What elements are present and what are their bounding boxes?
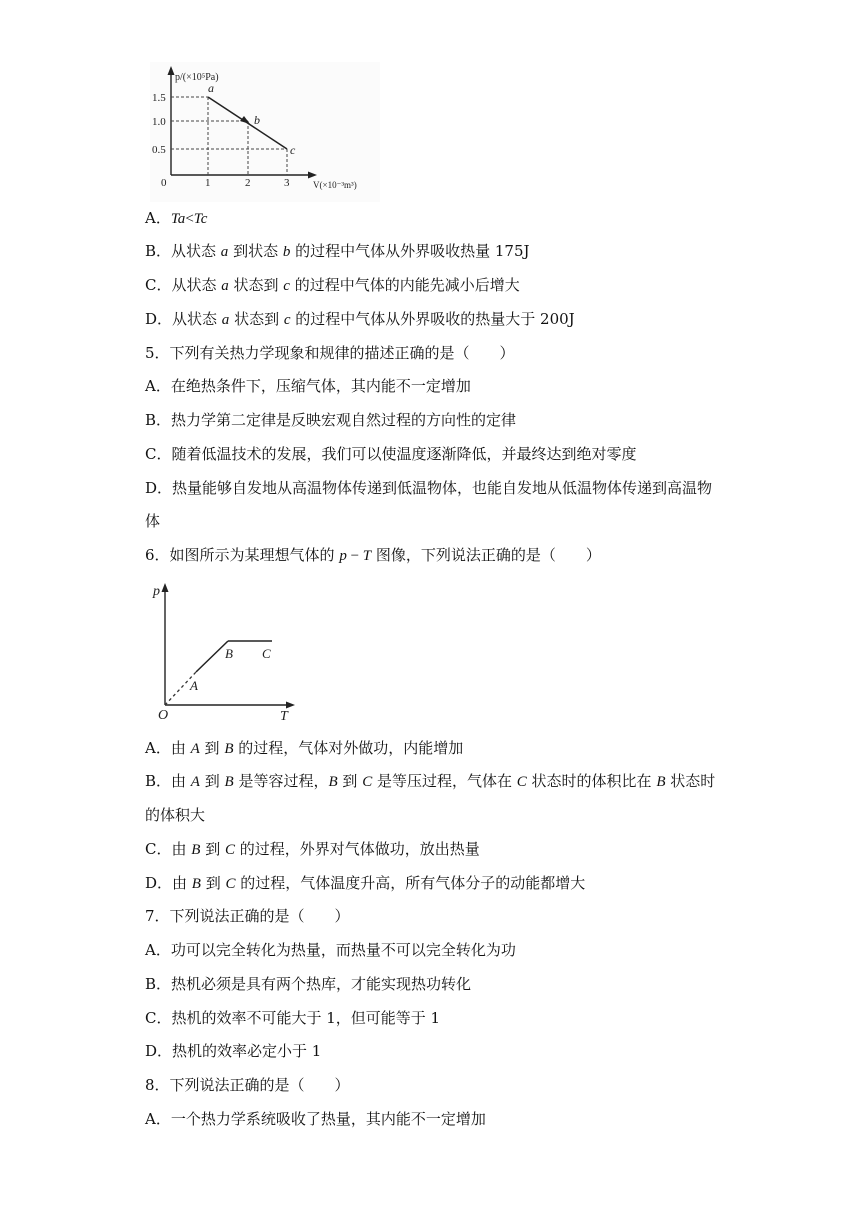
pv-x-tick: 3 xyxy=(284,177,290,189)
q8-option-a: A．一个热力学系统吸收了热量，其内能不一定增加 xyxy=(145,1110,486,1128)
q5-option-a: A．在绝热条件下，压缩气体，其内能不一定增加 xyxy=(145,377,471,395)
q7-option-c: C．热机的效率不可能大于 1，但可能等于 1 xyxy=(145,1009,441,1027)
pt-point-label: C xyxy=(262,646,271,661)
pv-y-tick: 1.5 xyxy=(152,92,166,104)
pv-y-tick: 1.0 xyxy=(152,116,166,128)
q7-option-b: B．热机必须是具有两个热库，才能实现热功转化 xyxy=(145,975,472,993)
pv-x-label: V(×10⁻³m³) xyxy=(313,180,357,190)
pv-point-label: c xyxy=(290,143,296,157)
q4-option-a: A．Ta<Tc xyxy=(145,209,208,227)
q8-stem: 8．下列说法正确的是（ ） xyxy=(145,1076,350,1094)
pv-y-label: p/(×10⁵Pa) xyxy=(175,72,219,83)
q6-option-c: C．由 B 到 C 的过程，外界对气体做功，放出热量 xyxy=(145,840,480,858)
q6-option-b: B．由 A 到 B 是等容过程，B 到 C 是等压过程，气体在 C 状态时的体积比在 B 状态时 xyxy=(145,772,716,790)
pt-x-label: T xyxy=(280,709,288,724)
q6-stem: 6．如图所示为某理想气体的 p − T 图像，下列说法正确的是（ ） xyxy=(145,546,601,564)
q4-option-d: D．从状态 a 状态到 c 的过程中气体从外界吸收的热量大于 200J xyxy=(145,310,575,328)
q4-option-b: B．从状态 a 到状态 b 的过程中气体从外界吸收热量 175J xyxy=(145,242,530,260)
q6-option-d: D．由 B 到 C 的过程，气体温度升高，所有气体分子的动能都增大 xyxy=(145,874,586,892)
q5-option-b: B．热力学第二定律是反映宏观自然过程的方向性的定律 xyxy=(145,411,517,429)
pv-point-label: a xyxy=(208,81,214,95)
pt-point-label: B xyxy=(225,646,233,661)
q7-stem: 7．下列说法正确的是（ ） xyxy=(145,907,350,925)
pt-y-label: p xyxy=(153,584,160,599)
q5-option-d: D．热量能够自发地从高温物体传递到低温物体，也能自发地从低温物体传递到高温物 xyxy=(145,479,713,497)
pt-line-ab xyxy=(196,641,228,672)
q5-option-d-cont: 体 xyxy=(145,512,161,530)
pt-graph xyxy=(150,580,300,725)
q5-stem: 5．下列有关热力学现象和规律的描述正确的是（ ） xyxy=(145,344,515,362)
q7-option-a: A．功可以完全转化为热量，而热量不可以完全转化为功 xyxy=(145,941,516,959)
pv-origin: 0 xyxy=(161,177,167,189)
pt-y-arrow xyxy=(162,583,169,592)
pv-graph xyxy=(150,62,380,202)
q4-option-c: C．从状态 a 状态到 c 的过程中气体的内能先减小后增大 xyxy=(145,276,520,294)
q7-option-d: D．热机的效率必定小于 1 xyxy=(145,1042,322,1060)
pt-origin: O xyxy=(158,708,169,723)
pt-point-label: A xyxy=(190,678,198,693)
q5-option-c: C．随着低温技术的发展，我们可以使温度逐渐降低，并最终达到绝对零度 xyxy=(145,445,637,463)
pv-x-tick: 1 xyxy=(205,177,211,189)
pv-y-tick: 0.5 xyxy=(152,144,166,156)
pv-x-tick: 2 xyxy=(245,177,251,189)
pt-x-arrow xyxy=(286,702,295,709)
pv-point-label: b xyxy=(254,113,260,127)
q6-option-b-cont: 的体积大 xyxy=(145,806,206,824)
q6-option-a: A．由 A 到 B 的过程，气体对外做功，内能增加 xyxy=(145,739,464,757)
